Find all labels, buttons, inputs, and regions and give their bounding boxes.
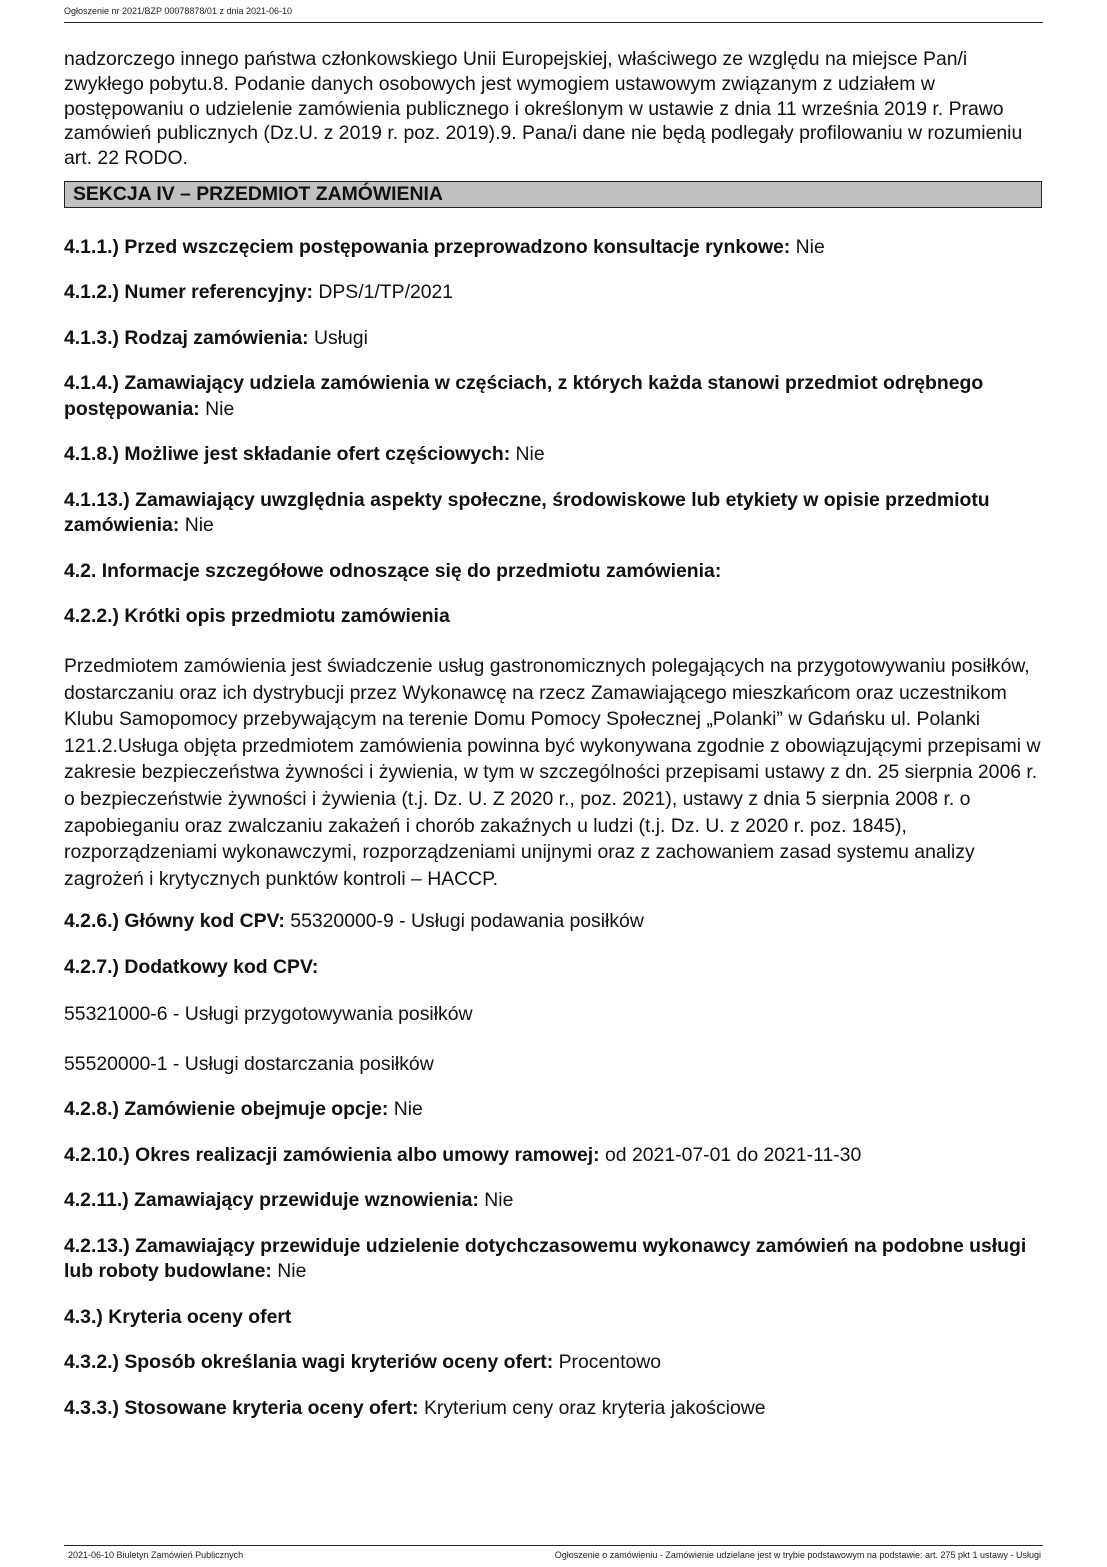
item-4-2-7 xyxy=(64,955,1044,981)
item-value: od 2021-07-01 do 2021-11-30 xyxy=(605,1143,862,1166)
item-value: Nie xyxy=(277,1260,307,1283)
footer-date-source: 2021-06-10 Biuletyn Zamówień Publicznych xyxy=(68,1550,244,1560)
item-value: Nie xyxy=(484,1189,514,1212)
item-value: Nie xyxy=(515,443,545,466)
item-4-1-4 xyxy=(64,371,1044,422)
additional-cpv-1: 55321000-6 - Usługi przygotowywania posiłków xyxy=(64,1003,473,1026)
item-label: 4.2.13.) Zamawiający przewiduje udzielenie dotychczasowemu wykonawcy zamówień na podobne usługi lub roboty budowlane: xyxy=(64,1234,1027,1283)
document-body xyxy=(64,47,1044,1421)
item-value: Nie xyxy=(184,514,214,537)
item-label: 4.1.1.) Przed wszczęciem postępowania przeprowadzono konsultacje rynkowe: xyxy=(64,235,791,258)
footer-divider xyxy=(64,1545,1043,1546)
page-header-notice-ref: Ogłoszenie nr 2021/BZP 00078878/01 z dnia 2021-06-10 xyxy=(64,6,293,16)
item-4-2-10 xyxy=(64,1143,1044,1169)
description-paragraph: Przedmiotem zamówienia jest świadczenie usług gastronomicznych polegających na przygotowywaniu posiłków, dostarczaniu oraz ich dystrybucji przez Wykonawcę na rzecz Zamawiającego mieszkańcom oraz uczestnikom Klubu Samopomocy przebywającym na terenie Domu Pomocy Społecznej „Polanki” w Gdańsku ul. Polanki 121.2.Usługa objęta przedmiotem zamówienia powinna być wykonywana zgodnie z obowiązującymi przepisami w zakresie bezpieczeństwa żywności i żywienia, w tym w szczególności przepisami ustawy z dn. 25 sierpnia 2006 r. o bezpieczeństwie żywności i żywienia (t.j. Dz. U. Z 2020 r., poz. 2021), ustawy z dnia 5 sierpnia 2008 r. o zapobieganiu oraz zwalczaniu zakażeń i chorób zakaźnych u ludzi (t.j. Dz. U. z 2020 r. poz. 1845), rozporządzeniami wykonawczymi, rozporządzeniami unijnymi oraz z zachowaniem zasad systemu analizy zagrożeń i krytycznych punktów kontroli – HACCP. xyxy=(64,654,1041,890)
item-label: 4.1.3.) Rodzaj zamówienia: xyxy=(64,326,309,349)
item-4-3-3 xyxy=(64,1396,1044,1422)
item-label: 4.2.10.) Okres realizacji zamówienia albo umowy ramowej: xyxy=(64,1143,600,1166)
item-label: 4.3.3.) Stosowane kryteria oceny ofert: xyxy=(64,1396,419,1419)
item-label: 4.2.7.) Dodatkowy kod CPV: xyxy=(64,955,319,978)
item-label: 4.2.8.) Zamówienie obejmuje opcje: xyxy=(64,1098,389,1121)
item-4-2-13 xyxy=(64,1234,1044,1285)
item-label: 4.2.2.) Krótki opis przedmiotu zamówienia xyxy=(64,605,450,628)
item-label: 4.2.11.) Zamawiający przewiduje wznowienia: xyxy=(64,1189,479,1212)
item-label: 4.2. Informacje szczegółowe odnoszące się do przedmiotu zamówienia: xyxy=(64,559,722,582)
item-4-3 xyxy=(64,1305,1044,1331)
item-value: DPS/1/TP/2021 xyxy=(318,281,454,304)
item-value: Usługi xyxy=(314,326,368,349)
item-label: 4.1.4.) Zamawiający udziela zamówienia w częściach, z których każda stanowi przedmiot odrębnego postępowania: xyxy=(64,372,984,420)
item-4-3-2 xyxy=(64,1350,1044,1376)
item-4-2-8 xyxy=(64,1097,1044,1123)
footer-notice-type: Ogłoszenie o zamówieniu - Zamówienie udzielane jest w trybie podstawowym na podstawie: art. 275 pkt 1 ustawy - Usługi xyxy=(554,1550,1041,1560)
item-4-1-13 xyxy=(64,488,1044,539)
item-value: Nie xyxy=(795,235,825,258)
item-value: Nie xyxy=(393,1098,423,1121)
item-label: 4.1.13.) Zamawiający uwzględnia aspekty społeczne, środowiskowe lub etykiety w opisie przedmiotu zamówienia: xyxy=(64,488,990,537)
section-title-bar: SEKCJA IV – PRZEDMIOT ZAMÓWIENIA xyxy=(64,181,1042,208)
item-label: 4.2.6.) Główny kod CPV: xyxy=(64,910,285,933)
intro-paragraph: nadzorczego innego państwa członkowskiego Unii Europejskiej, właściwego ze względu na miejsce Pan/i zwykłego pobytu.8. Podanie danych osobowych jest wymogiem ustawowym związanym z udziałem w postępowaniu o udzielenie zamówienia publicznego i określonym w ustawie z dnia 11 września 2019 r. Prawo zamówień publicznych (Dz.U. z 2019 r. poz. 2019).9. Pana/i dane nie będą podlegały profilowaniu w rozumieniu art. 22 RODO. xyxy=(64,48,1023,170)
item-4-2 xyxy=(64,559,1044,585)
header-divider xyxy=(64,22,1043,23)
item-4-1-3 xyxy=(64,326,1044,352)
item-value: 55320000-9 - Usługi podawania posiłków xyxy=(290,910,644,933)
item-4-2-6 xyxy=(64,909,1044,935)
item-label: 4.1.2.) Numer referencyjny: xyxy=(64,281,313,304)
item-label: 4.3.2.) Sposób określania wagi kryteriów oceny ofert: xyxy=(64,1351,554,1374)
item-4-2-11 xyxy=(64,1188,1044,1214)
item-value: Kryterium ceny oraz kryteria jakościowe xyxy=(423,1396,766,1419)
item-label: 4.1.8.) Możliwe jest składanie ofert częściowych: xyxy=(64,443,511,466)
item-4-2-2 xyxy=(64,604,1044,630)
additional-cpv-2: 55520000-1 - Usługi dostarczania posiłków xyxy=(64,1052,434,1075)
item-label: 4.3.) Kryteria oceny ofert xyxy=(64,1305,292,1328)
item-value: Procentowo xyxy=(558,1351,662,1374)
item-value: Nie xyxy=(205,397,235,420)
item-4-1-1 xyxy=(64,235,1044,261)
item-4-1-8 xyxy=(64,442,1044,468)
item-4-1-2 xyxy=(64,280,1044,306)
